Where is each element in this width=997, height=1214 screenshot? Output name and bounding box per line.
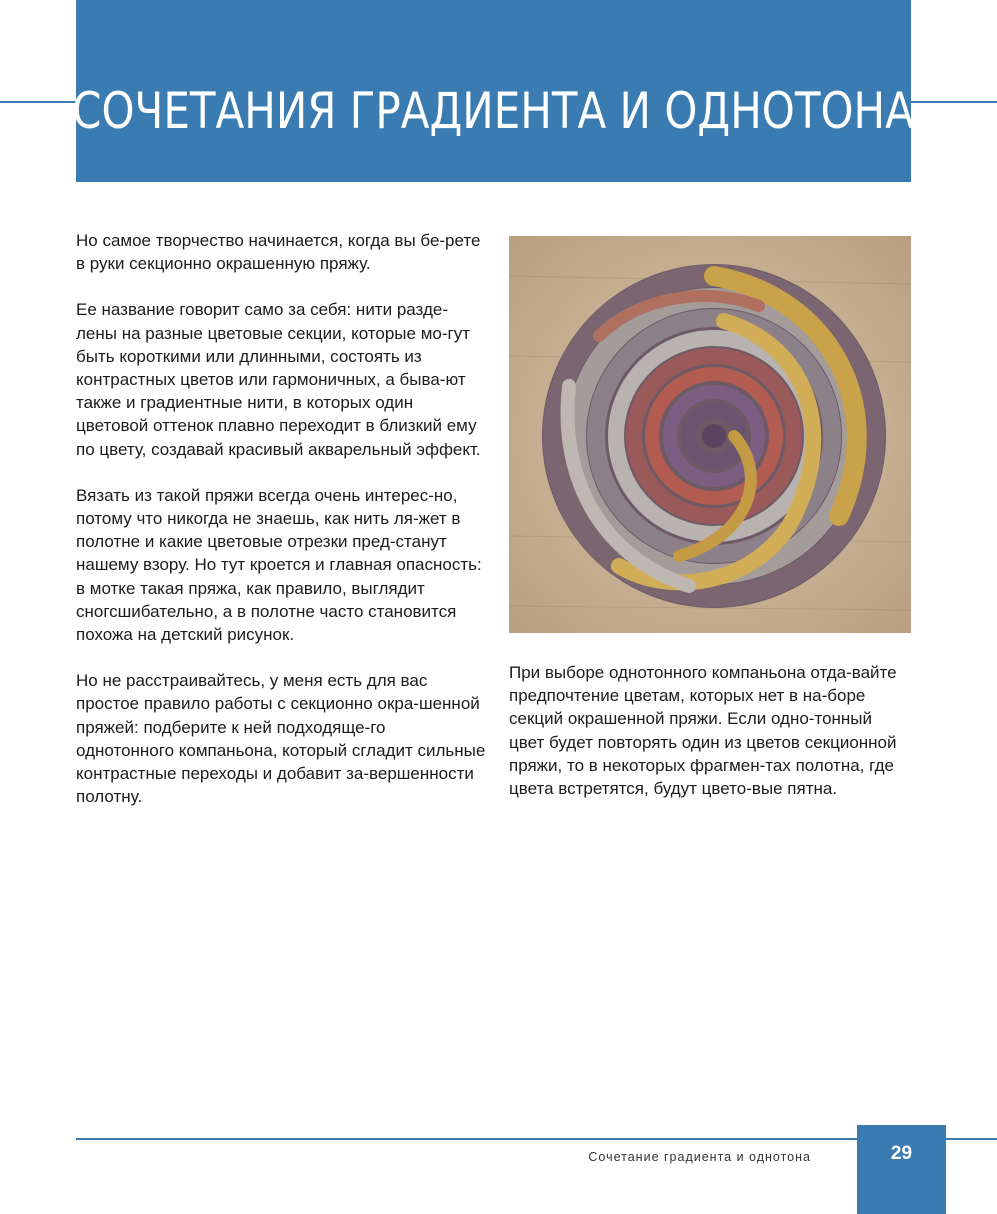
paragraph: Но не расстраивайтесь, у меня есть для вас простое правило работы с секционно окра-шенной пряжей: подберите к ней подходяще-го однотонного компаньона, который сгладит сильные контрастные переходы и добавит за-вершенности полотну. xyxy=(76,671,486,807)
page-number-tab xyxy=(857,1125,946,1214)
paragraph: Но самое творчество начинается, когда вы бе-рете в руки секционно окрашенную пряжу. xyxy=(76,231,481,274)
paragraph: Вязать из такой пряжи всегда очень интерес-но, потому что никогда не знаешь, как нить ля-жет в полотне и какие цветовые отрезки пред-станут нашему взору. Но тут кроется и главная опасность: в мотке такая пряжа, как правило, выглядит сногсшибательно, а в полотне часто становится похожа на детский рисунок. xyxy=(76,485,482,645)
title-band xyxy=(72,0,915,182)
paragraph: При выборе однотонного компаньона отда-вайте предпочтение цветам, которых нет в на-боре секций окрашенной пряжи. Если одно-тонный цвет будет повторять один из цветов секционной пряжи, то в некоторых фрагмен-тах полотна, где цвета встретятся, будут цвето-вые пятна. xyxy=(509,663,897,799)
paragraph: Ее название говорит само за себя: нити разде-лены на разные цветовые секции, которые мо-гут быть короткими или длинными, состоять из контрастных цветов или гармоничных, а быва-ют также и градиентные нити, в которых один цветовой оттенок плавно переходит в близкий ему по цвету, создавай красивый акварельный эффект. xyxy=(76,300,481,459)
yarn-ball-photo xyxy=(509,236,911,633)
running-title: Сочетание градиента и однотона xyxy=(588,1150,811,1164)
page-title: СОЧЕТАНИЯ ГРАДИЕНТА И ОДНОТОНА xyxy=(72,82,915,140)
left-text-column xyxy=(76,229,486,831)
page-number: 29 xyxy=(890,1143,913,1164)
yarn-ball-illustration xyxy=(509,236,911,633)
right-text-column xyxy=(509,661,911,823)
